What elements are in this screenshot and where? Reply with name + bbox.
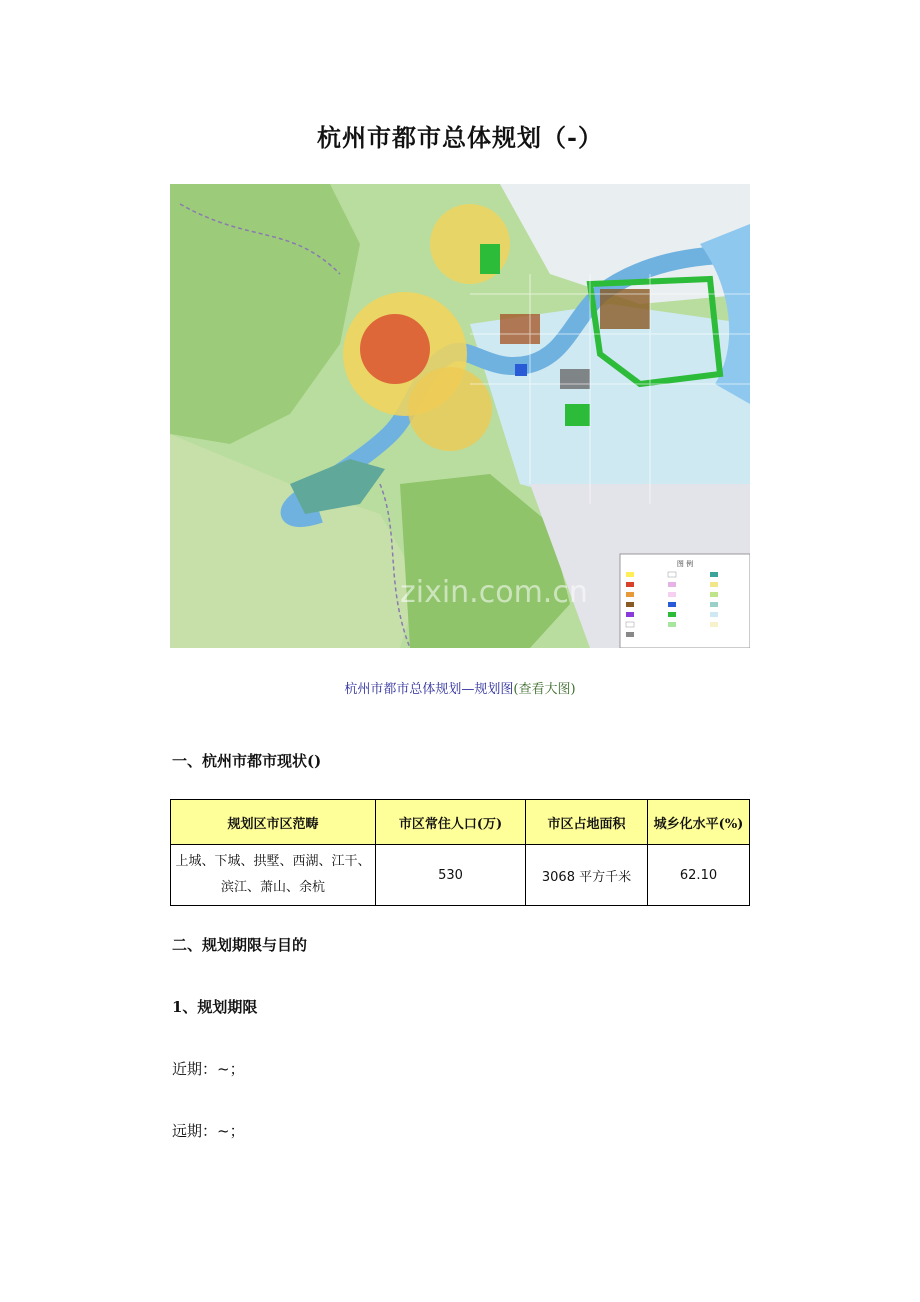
table-cell-population: 530 [376, 845, 526, 906]
status-table [170, 799, 750, 906]
long-term-text: 远期：~； [172, 1122, 245, 1140]
legend-title: 图 例 [676, 560, 694, 568]
table-cell-region: 上城、下城、拱墅、西湖、江干、滨江、萧山、余杭 [171, 845, 376, 906]
table-cell-urbanization: 62.10 [648, 845, 750, 906]
table-header: 规划区市区范畴 [171, 800, 376, 845]
table-header: 市区占地面积 [526, 800, 648, 845]
table-header: 市区常住人口(万) [376, 800, 526, 845]
section-period-subheading: 1、规划期限 [172, 998, 258, 1016]
map-caption-link[interactable]: 杭州市都市总体规划—规划图 [344, 682, 514, 697]
page-title: 杭州市都市总体规划（-） [317, 123, 603, 152]
map-watermark: zixin.com.cn [400, 575, 588, 610]
table-row [171, 845, 750, 906]
near-term-text: 近期：~； [172, 1060, 245, 1078]
table-header: 城乡化水平(%) [648, 800, 750, 845]
view-large-link[interactable]: (查看大图) [513, 682, 576, 697]
map-graphic [170, 184, 750, 648]
section-period-heading: 二、规划期限与目的 [172, 936, 308, 954]
section-status-heading: 一、杭州市都市现状() [172, 752, 322, 770]
map-caption [0, 678, 920, 697]
table-cell-area: 3068 平方千米 [526, 845, 648, 906]
planning-map-image[interactable] [170, 184, 750, 648]
